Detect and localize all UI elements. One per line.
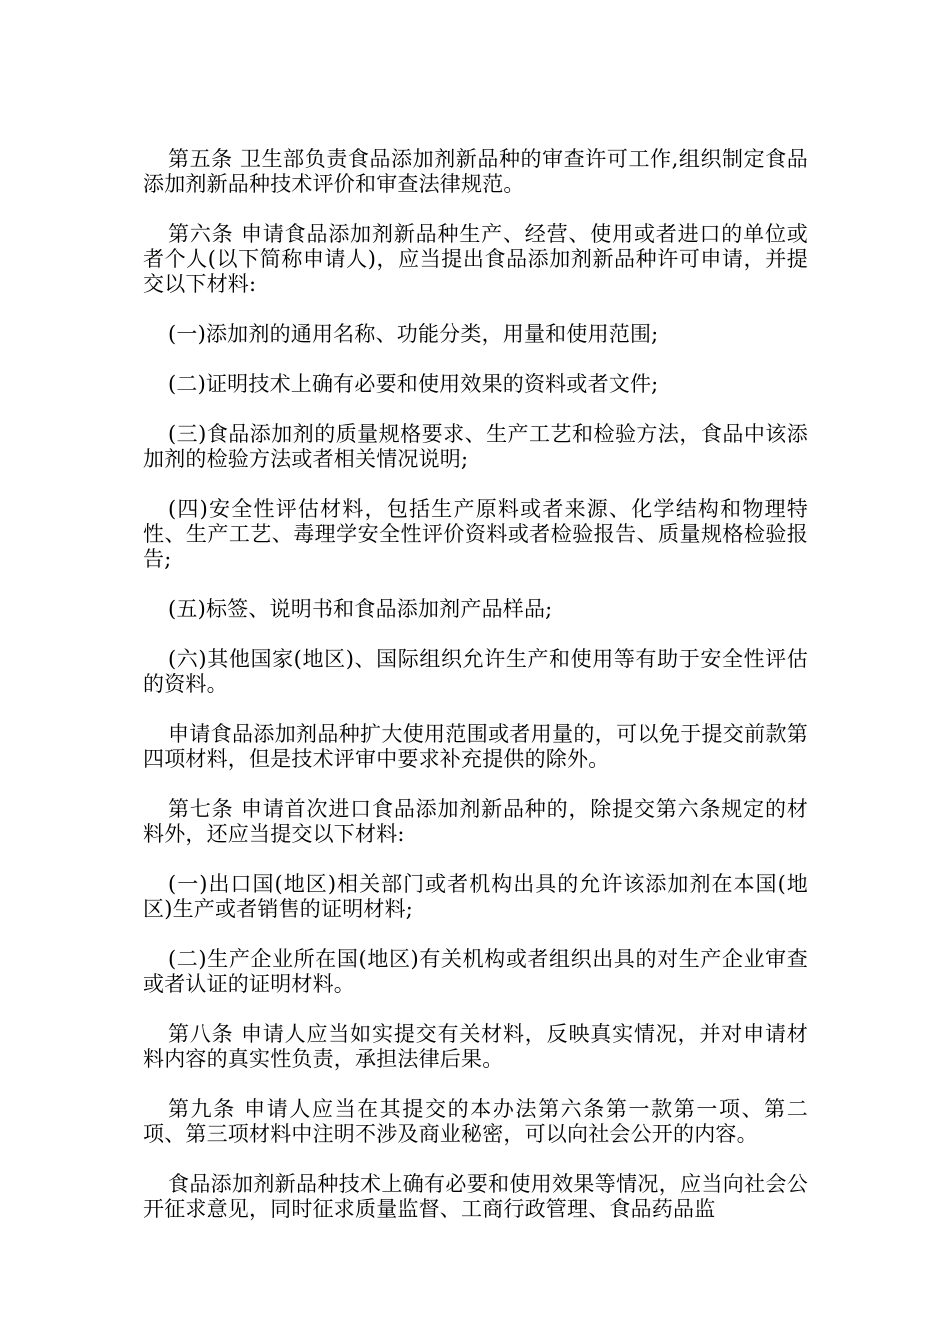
document-body bbox=[143, 147, 808, 1247]
article-9-supplement-paragraph: 食品添加剂新品种技术上确有必要和使用效果等情况，应当向社会公开征求意见，同时征求质量监督、工商行政管理、食品药品监 bbox=[143, 1172, 808, 1221]
article-6-item-3: (三)食品添加剂的质量规格要求、生产工艺和检验方法，食品中该添加剂的检验方法或者相关情况说明; bbox=[143, 422, 808, 471]
article-8-paragraph: 第八条 申请人应当如实提交有关材料，反映真实情况，并对申请材料内容的真实性负责，承担法律后果。 bbox=[143, 1022, 808, 1071]
article-5-paragraph: 第五条 卫生部负责食品添加剂新品种的审查许可工作,组织制定食品添加剂新品种技术评价和审查法律规范。 bbox=[143, 147, 808, 196]
article-7-item-1: (一)出口国(地区)相关部门或者机构出具的允许该添加剂在本国(地区)生产或者销售的证明材料; bbox=[143, 872, 808, 921]
article-6-paragraph: 第六条 申请食品添加剂新品种生产、经营、使用或者进口的单位或者个人(以下简称申请人)，应当提出食品添加剂新品种许可申请，并提交以下材料: bbox=[143, 222, 808, 296]
article-6-item-1: (一)添加剂的通用名称、功能分类，用量和使用范围; bbox=[168, 322, 659, 346]
article-6-supplement-paragraph: 申请食品添加剂品种扩大使用范围或者用量的，可以免于提交前款第四项材料，但是技术评审中要求补充提供的除外。 bbox=[143, 722, 808, 771]
article-6-item-4: (四)安全性评估材料，包括生产原料或者来源、化学结构和物理特性、生产工艺、毒理学安全性评价资料或者检验报告、质量规格检验报告; bbox=[143, 497, 808, 571]
article-6-item-5: (五)标签、说明书和食品添加剂产品样品; bbox=[168, 597, 553, 621]
article-7-paragraph: 第七条 申请首次进口食品添加剂新品种的，除提交第六条规定的材料外，还应当提交以下材料: bbox=[143, 797, 808, 846]
article-7-item-2: (二)生产企业所在国(地区)有关机构或者组织出具的对生产企业审查或者认证的证明材料。 bbox=[143, 947, 808, 996]
article-9-paragraph: 第九条 申请人应当在其提交的本办法第六条第一款第一项、第二项、第三项材料中注明不涉及商业秘密，可以向社会公开的内容。 bbox=[143, 1097, 808, 1146]
article-6-item-6: (六)其他国家(地区)、国际组织允许生产和使用等有助于安全性评估的资料。 bbox=[143, 647, 808, 696]
article-6-item-2: (二)证明技术上确有必要和使用效果的资料或者文件; bbox=[168, 372, 659, 396]
